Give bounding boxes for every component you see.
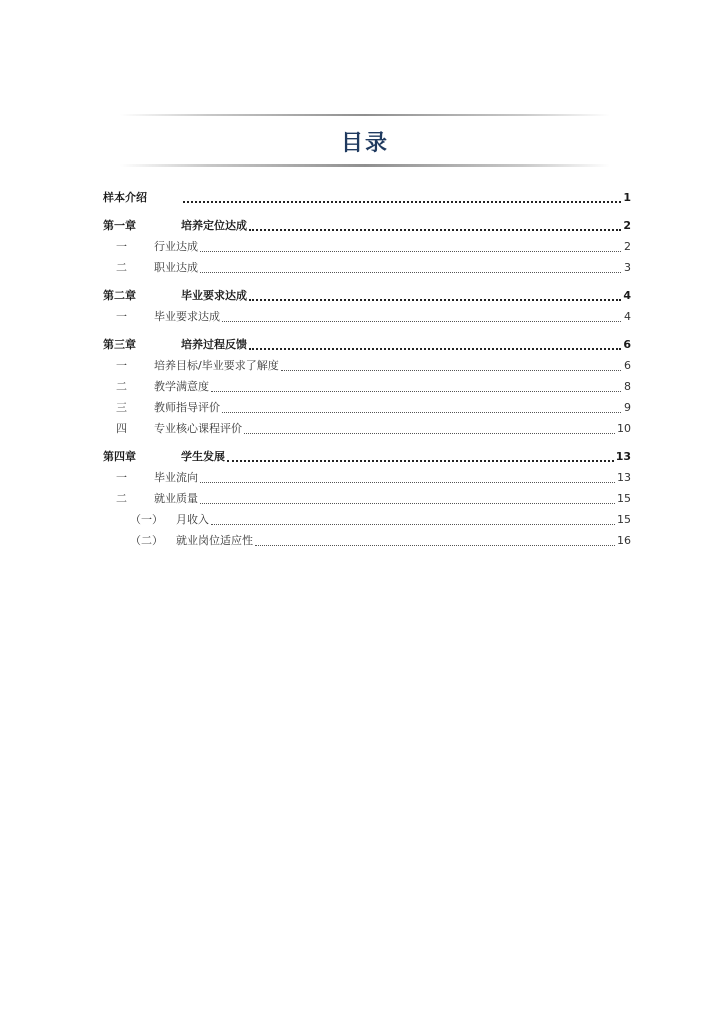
toc-dot-leader xyxy=(249,347,621,350)
toc-dot-leader xyxy=(281,369,621,371)
toc-entry-label: 就业质量 xyxy=(154,492,198,505)
toc-entry-label: 学生发展 xyxy=(181,450,225,463)
toc-dot-leader xyxy=(200,502,615,504)
toc-entry-label: 专业核心课程评价 xyxy=(154,422,242,435)
toc-entry-label: 毕业流向 xyxy=(154,471,198,484)
toc-page-number: 6 xyxy=(624,359,631,372)
toc-dot-leader xyxy=(222,320,621,322)
toc-entry-number: 一 xyxy=(116,240,127,253)
toc-title: 目录 xyxy=(340,131,389,156)
toc-section-entry[interactable] xyxy=(103,464,631,485)
toc-page-number: 6 xyxy=(623,338,631,351)
toc-entry-label: 培养定位达成 xyxy=(181,219,247,232)
toc-section-entry[interactable] xyxy=(103,394,631,415)
toc-page-number: 15 xyxy=(617,492,631,505)
toc-entry-number: （一） xyxy=(130,513,163,526)
toc-dot-leader xyxy=(222,411,621,413)
toc-page-number: 15 xyxy=(617,513,631,526)
toc-page-number: 9 xyxy=(624,401,631,414)
toc-entry-number: 第一章 xyxy=(103,219,136,232)
toc-header xyxy=(120,108,610,170)
title-bottom-rule xyxy=(120,164,610,167)
toc-dot-leader xyxy=(249,298,621,301)
toc-section-entry[interactable] xyxy=(103,254,631,275)
toc-section-entry[interactable] xyxy=(103,233,631,254)
toc-page-number: 13 xyxy=(617,471,631,484)
toc-page-number: 1 xyxy=(623,191,631,204)
toc-entry-number: 一 xyxy=(116,359,127,372)
toc-entry-label: 毕业要求达成 xyxy=(181,289,247,302)
toc-dot-leader xyxy=(211,390,621,392)
toc-entry-label: 行业达成 xyxy=(154,240,198,253)
toc-entry-number: 三 xyxy=(116,401,127,414)
toc-entry-number: 二 xyxy=(116,492,127,505)
toc-page-number: 10 xyxy=(617,422,631,435)
toc-chapter-entry[interactable] xyxy=(103,439,631,464)
toc-chapter-entry[interactable] xyxy=(103,208,631,233)
toc-page-number: 3 xyxy=(624,261,631,274)
toc-section-entry[interactable] xyxy=(103,415,631,436)
toc-entry-label: 教学满意度 xyxy=(154,380,209,393)
toc-entry-number: 样本介绍 xyxy=(103,191,147,204)
title-top-rule xyxy=(120,114,610,116)
toc-entry-number: 一 xyxy=(116,310,127,323)
toc-page-number: 8 xyxy=(624,380,631,393)
toc-entry-number: 第三章 xyxy=(103,338,136,351)
toc-entry-number: 二 xyxy=(116,261,127,274)
toc-entry-number: 一 xyxy=(116,471,127,484)
toc-section-entry[interactable] xyxy=(103,485,631,506)
toc-entry-label: 教师指导评价 xyxy=(154,401,220,414)
toc-page-number: 4 xyxy=(624,310,631,323)
toc-section-entry[interactable] xyxy=(103,352,631,373)
toc-dot-leader xyxy=(211,523,615,525)
toc-page-number: 2 xyxy=(623,219,631,232)
table-of-contents xyxy=(103,180,631,548)
toc-entry-number: 第四章 xyxy=(103,450,136,463)
toc-section-entry[interactable] xyxy=(103,373,631,394)
toc-chapter-entry[interactable] xyxy=(103,180,631,205)
toc-subsection-entry[interactable] xyxy=(103,506,631,527)
toc-chapter-entry[interactable] xyxy=(103,327,631,352)
toc-entry-label: 月收入 xyxy=(176,513,209,526)
toc-section-entry[interactable] xyxy=(103,303,631,324)
toc-dot-leader xyxy=(249,228,621,231)
toc-entry-label: 培养目标/毕业要求了解度 xyxy=(154,359,279,372)
toc-dot-leader xyxy=(200,481,615,483)
toc-entry-number: 第二章 xyxy=(103,289,136,302)
toc-dot-leader xyxy=(200,250,621,252)
toc-page-number: 16 xyxy=(617,534,631,547)
toc-subsection-entry[interactable] xyxy=(103,527,631,548)
toc-chapter-entry[interactable] xyxy=(103,278,631,303)
toc-entry-number: 二 xyxy=(116,380,127,393)
toc-entry-number: （二） xyxy=(130,534,163,547)
toc-dot-leader xyxy=(227,459,614,462)
toc-entry-label: 就业岗位适应性 xyxy=(176,534,253,547)
toc-page-number: 2 xyxy=(624,240,631,253)
toc-entry-number: 四 xyxy=(116,422,127,435)
toc-page-number: 13 xyxy=(615,450,631,463)
toc-dot-leader xyxy=(255,544,615,546)
toc-dot-leader xyxy=(183,200,621,203)
toc-entry-label: 培养过程反馈 xyxy=(181,338,247,351)
toc-entry-label: 毕业要求达成 xyxy=(154,310,220,323)
toc-dot-leader xyxy=(244,432,615,434)
toc-entry-label: 职业达成 xyxy=(154,261,198,274)
toc-dot-leader xyxy=(200,271,621,273)
toc-page-number: 4 xyxy=(623,289,631,302)
